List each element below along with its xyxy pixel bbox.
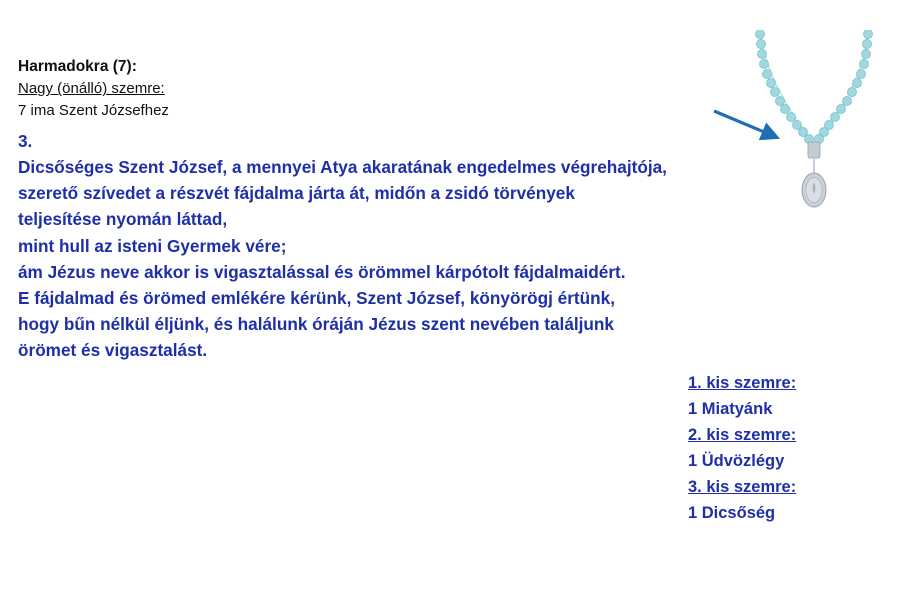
bead-item-3-label — [688, 474, 888, 500]
rosary-necklace-photo — [740, 30, 890, 250]
bead-instructions-list — [688, 370, 888, 526]
bead-item-3-value: 1 Dicsőség — [688, 504, 776, 523]
header-instruction: 7 ima Szent Józsefhez — [18, 102, 169, 120]
bead-item-2-label — [688, 422, 888, 448]
prayer-line-1: Dicsőséges Szent József, a mennyei Atya akaratának engedelmes végrehajtója, — [18, 157, 667, 178]
rosary-beads-right — [814, 30, 872, 144]
document-title: Harmadokra (7): — [18, 58, 137, 75]
bead-item-1-label — [688, 370, 888, 396]
bead-item-2-value: 1 Üdvözlégy — [688, 452, 785, 471]
header-block — [18, 56, 448, 122]
prayer-line-3: teljesítése nyomán láttad, — [18, 209, 228, 230]
prayer-line-8: örömet és vigasztalást. — [18, 340, 208, 361]
prayer-number: 3. — [18, 131, 33, 151]
bead-item-1-value: 1 Miatyánk — [688, 400, 773, 419]
prayer-line-5: ám Jézus neve akkor is vigasztalással és örömmel kárpótolt fájdalmaidért. — [18, 261, 626, 282]
rosary-center-piece — [808, 142, 820, 158]
bead-label-2: 2. kis szemre: — [688, 426, 797, 445]
bead-label-3: 3. kis szemre: — [688, 478, 797, 497]
prayer-line-6: E fájdalmad és örömed emlékére kérünk, Szent József, könyörögj értünk, — [18, 287, 615, 308]
prayer-line-7: hogy bűn nélkül éljünk, és halálunk óráján Jézus szent nevében találjunk — [18, 313, 614, 334]
prayer-line-4: mint hull az isteni Gyermek vére; — [18, 235, 287, 256]
rosary-beads-left — [755, 30, 813, 144]
prayer-block — [18, 128, 708, 363]
bead-label-1: 1. kis szemre: — [688, 374, 797, 392]
header-subtitle: Nagy (önálló) szemre: — [18, 80, 165, 98]
prayer-line-2: szerető szívedet a részvét fájdalma járta át, midőn a zsidó törvények — [18, 183, 575, 204]
